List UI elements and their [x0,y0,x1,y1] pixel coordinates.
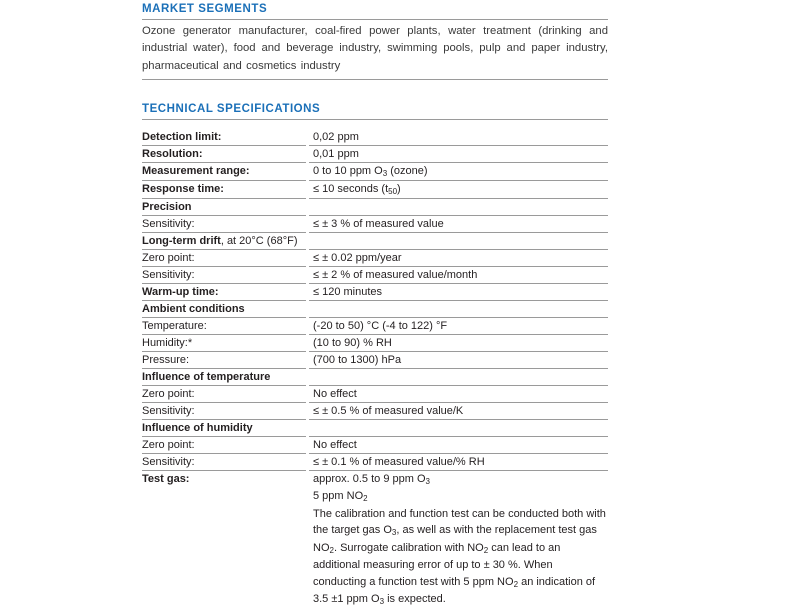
test-gas-para-part-3: . Surrogate calibration with NO [333,541,484,554]
spec-label-test-gas: Test gas: [142,472,190,485]
technical-specifications-table [142,129,608,610]
table-row [142,266,608,283]
subscript-fifty: 50 [388,186,398,196]
test-gas-para-part-6: is expected. [384,593,446,606]
subscript-two: 2 [329,545,334,555]
table-row [142,198,608,215]
table-row [142,317,608,334]
spec-label-drift-sensitivity: Sensitivity: [142,266,306,283]
spec-value-temp-sensitivity: ≤ ± 0.5 % of measured value/K [309,402,608,419]
section-heading-market-segments: MARKET SEGMENTS [142,0,608,20]
test-gas-para-part-4: can lead to an additional measuring error of up to ± 30 %. When conducting a function test with 5 ppm NO [313,541,561,588]
response-time-suffix: ) [397,182,401,195]
spec-value-response-time [309,180,608,198]
response-time-text: ≤ 10 seconds (t [313,182,389,195]
spec-label-hum-zero-point: Zero point: [142,436,306,453]
measurement-range-suffix: (ozone) [387,164,428,177]
spec-label-warm-up-time: Warm-up time: [142,283,306,300]
spec-value-test-gas [309,470,608,610]
spec-value-influence-of-humidity-empty [309,419,608,436]
table-row [142,249,608,266]
spec-label-humidity: Humidity:* [142,334,306,351]
table-row [142,215,608,232]
subscript-three: 3 [379,597,385,607]
spec-label-pressure: Pressure: [142,351,306,368]
spec-value-precision-empty [309,198,608,215]
table-row [142,385,608,402]
test-gas-ozone-text: approx. 0.5 to 9 ppm O [313,472,426,485]
spec-label-temp-zero-point: Zero point: [142,385,306,402]
spec-value-humidity: (10 to 90) % RH [309,334,608,351]
spec-value-hum-zero-point: No effect [309,436,608,453]
spec-label-temp-sensitivity: Sensitivity: [142,402,306,419]
spec-value-drift-zero-point: ≤ ± 0.02 ppm/year [309,249,608,266]
table-row [142,129,608,146]
table-row [142,180,608,198]
table-row [142,162,608,180]
subscript-two: 2 [513,579,519,589]
table-row [142,334,608,351]
spec-label-drift-zero-point: Zero point: [142,249,306,266]
spec-label-ambient-conditions: Ambient conditions [142,300,306,317]
test-gas-line-no2 [313,488,608,506]
spec-value-influence-of-temperature-empty [309,368,608,385]
test-gas-para-part-1: The calibration and function test can be conducted both with the target gas O [313,507,606,537]
spec-value-measurement-range [309,162,608,180]
spec-label-precision-sensitivity: Sensitivity: [142,215,306,232]
spec-value-detection-limit: 0,02 ppm [309,129,608,146]
measurement-range-text: 0 to 10 ppm O [313,164,383,177]
spec-value-temperature: (-20 to 50) °C (-4 to 122) °F [309,317,608,334]
spec-label-influence-of-humidity: Influence of humidity [142,419,306,436]
market-segments-paragraph: Ozone generator manufacturer, coal-fired power plants, water treatment (drinking and industrial water), food and beverage industry, swimming pools, pulp and paper industry, pharmaceutical and cosmetics industry [142,20,608,80]
spec-label-resolution: Resolution: [142,145,306,162]
table-row [142,283,608,300]
test-gas-line-ozone [313,471,608,489]
spec-value-pressure: (700 to 1300) hPa [309,351,608,368]
test-gas-no2-text: 5 ppm NO [313,490,364,503]
spec-label-response-time: Response time: [142,180,306,198]
table-row [142,436,608,453]
spec-value-drift-sensitivity: ≤ ± 2 % of measured value/month [309,266,608,283]
test-gas-description-paragraph [313,506,608,609]
table-row [142,232,608,249]
test-gas-para-part-5: an indication of 3.5 ±1 ppm O [313,575,596,606]
table-row [142,402,608,419]
subscript-three: 3 [382,168,388,178]
table-row [142,351,608,368]
spec-label-hum-sensitivity: Sensitivity: [142,453,306,470]
subscript-two: 2 [363,494,368,504]
spec-value-long-term-drift-empty [309,232,608,249]
test-gas-para-part-2: , as well as with the replacement test gas NO [313,524,597,554]
subscript-three: 3 [391,528,397,538]
spec-value-hum-sensitivity: ≤ ± 0.1 % of measured value/% RH [309,453,608,470]
spec-label-temperature: Temperature: [142,317,306,334]
spec-value-temp-zero-point: No effect [309,385,608,402]
document-content-column [142,0,608,610]
subscript-two: 2 [483,545,489,555]
section-heading-technical-specifications: TECHNICAL SPECIFICATIONS [142,100,608,120]
table-row [142,300,608,317]
spec-label-measurement-range: Measurement range: [142,162,306,180]
table-row [142,368,608,385]
spec-label-detection-limit: Detection limit: [142,129,306,146]
spec-value-warm-up-time: ≤ 120 minutes [309,283,608,300]
table-row [142,453,608,470]
table-row-test-gas [142,470,608,610]
long-term-drift-condition-text: , at 20°C (68°F) [220,234,298,247]
long-term-drift-bold-text: Long-term drift [142,234,221,247]
subscript-three: 3 [425,476,430,486]
table-row [142,419,608,436]
spec-label-long-term-drift [142,232,306,249]
spec-value-resolution: 0,01 ppm [309,145,608,162]
spec-value-ambient-conditions-empty [309,300,608,317]
table-row [142,145,608,162]
spec-value-precision-sensitivity: ≤ ± 3 % of measured value [309,215,608,232]
spec-label-precision: Precision [142,198,306,215]
spec-label-influence-of-temperature: Influence of temperature [142,368,306,385]
